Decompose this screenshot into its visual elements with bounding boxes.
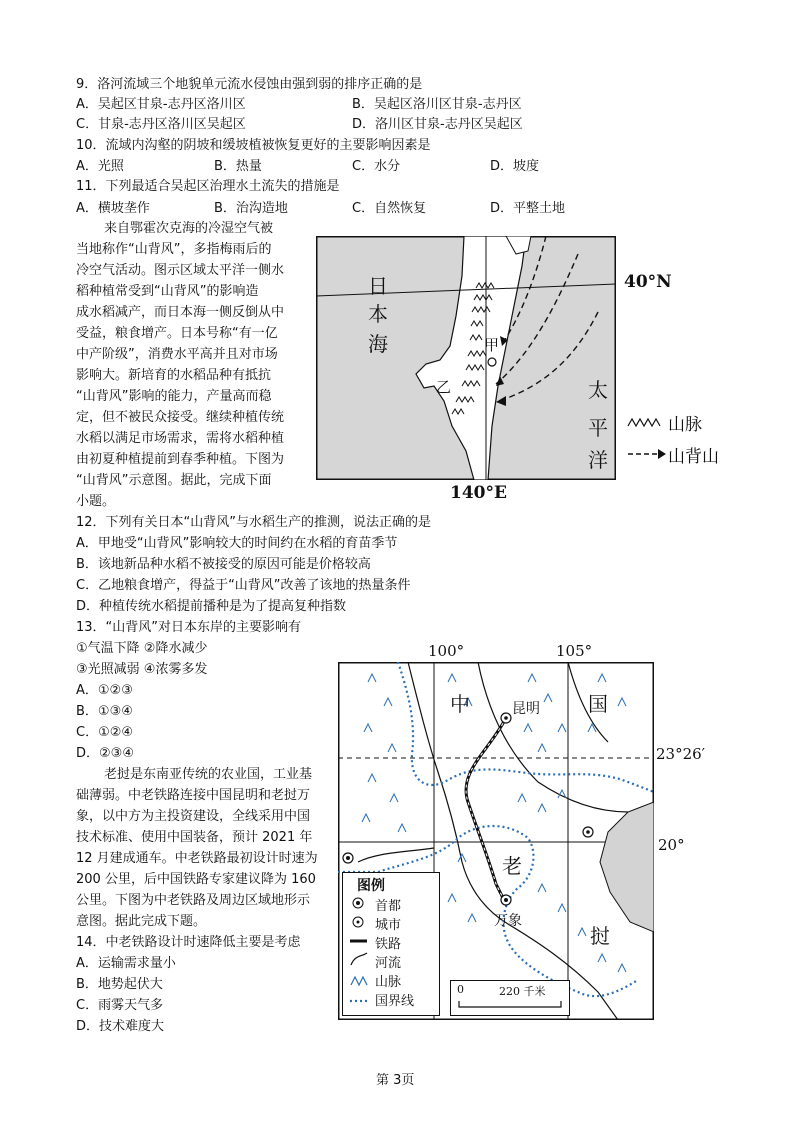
passage1-line: 水稻以满足市场需求，需将水稻种植 bbox=[76, 431, 285, 446]
laos-label-1: 老 bbox=[502, 854, 522, 878]
passage1-line: 成水稻减产，而日本海一侧反倒从中 bbox=[76, 305, 285, 320]
q10-option-c: C．水分 bbox=[352, 159, 401, 174]
q9-option-c: C．甘泉-志丹区洛川区吴起区 bbox=[76, 117, 246, 132]
china-label-2: 国 bbox=[588, 692, 608, 716]
kunming-label: 昆明 bbox=[512, 701, 540, 717]
japan-sea-char: 日 bbox=[368, 274, 388, 298]
wind-legend-icon bbox=[628, 448, 668, 460]
q12-stem: 12．下列有关日本“山背风”与水稻生产的推测，说法正确的是 bbox=[76, 515, 432, 530]
passage2-line: 意图。据此完成下题。 bbox=[76, 914, 207, 929]
q9-option-b: B．吴起区洛川区甘泉-志丹区 bbox=[352, 97, 522, 112]
passage1-line: 小题。 bbox=[76, 494, 116, 509]
legend-title: 图例 bbox=[357, 878, 385, 894]
pacific-ocean-char: 洋 bbox=[588, 448, 608, 472]
q11-option-c: C．自然恢复 bbox=[352, 201, 427, 216]
q9-stem: 9．洛河流域三个地貌单元流水侵蚀由强到弱的排序正确的是 bbox=[76, 77, 423, 92]
map1-legend-wind: 山背山 bbox=[668, 447, 719, 467]
q12-option-d: D．种植传统水稻提前播种是为了提高复种指数 bbox=[76, 599, 347, 614]
passage1-line: 来自鄂霍次克海的冷湿空气被 bbox=[104, 221, 274, 236]
passage1-line: “山背风”影响的能力，产量高而稳 bbox=[76, 389, 272, 404]
q13-option-d: D．②③④ bbox=[76, 746, 134, 761]
lon-140e-label: 140°E bbox=[450, 483, 507, 503]
q14-option-b: B．地势起伏大 bbox=[76, 977, 163, 992]
passage1-line: “山背风”示意图。据此，完成下面 bbox=[76, 473, 272, 488]
passage2-line: 200 公里，后中国铁路专家建议降为 160 bbox=[76, 872, 316, 887]
passage1-line: 受益，粮食增产。日本号称“有一亿 bbox=[76, 326, 278, 341]
passage1-line: 中产阶级”，消费水平高并且对市场 bbox=[76, 347, 278, 362]
q13-stem: 13．“山背风”对日本东岸的主要影响有 bbox=[76, 620, 302, 635]
mountain-legend-icon bbox=[626, 414, 666, 432]
legend-river: 河流 bbox=[375, 956, 402, 971]
page-number: 第 3页 bbox=[376, 1073, 415, 1088]
passage2-line: 公里。下图为中老铁路及周边区域地形示 bbox=[76, 893, 311, 908]
map2-legend bbox=[342, 872, 440, 1016]
legend-mountain: 山脉 bbox=[375, 975, 402, 990]
lat-20-label: 20° bbox=[658, 836, 685, 854]
point-jia-label: 甲 bbox=[484, 336, 500, 354]
japan-sea-char: 本 bbox=[368, 302, 388, 326]
passage1-line: 影响大。新培育的水稻品种有抵抗 bbox=[76, 368, 272, 383]
q9-option-d: D．洛川区甘泉-志丹区吴起区 bbox=[352, 117, 523, 132]
q14-stem: 14．中老铁路设计时速降低主要是考虑 bbox=[76, 935, 301, 950]
q12-option-c: C．乙地粮食增产，得益于“山背风”改善了该地的热量条件 bbox=[76, 578, 411, 593]
scale-zero: 0 bbox=[457, 983, 464, 996]
china-laos-map bbox=[338, 662, 654, 1020]
lon-100-label: 100° bbox=[428, 642, 465, 660]
shanbeifeng-map bbox=[316, 236, 616, 480]
vientiane-label: 万象 bbox=[494, 913, 522, 929]
q12-option-b: B．该地新品种水稻不被接受的原因可能是价格较高 bbox=[76, 557, 371, 572]
q14-option-d: D．技术难度大 bbox=[76, 1019, 165, 1034]
q11-stem: 11．下列最适合吴起区治理水土流失的措施是 bbox=[76, 179, 340, 194]
japan-sea-char: 海 bbox=[368, 332, 388, 356]
q13-choices-1: ①气温下降 ②降水减少 bbox=[76, 641, 208, 656]
scale-distance: 220 千米 bbox=[499, 985, 546, 998]
q13-option-b: B．①③④ bbox=[76, 704, 133, 719]
passage2-line: 技术标准、使用中国装备，预计 2021 年 bbox=[76, 830, 313, 845]
legend-rail: 铁路 bbox=[375, 937, 402, 952]
passage1-line: 稻种植常受到“山背风”的影响造 bbox=[76, 284, 259, 299]
q14-option-c: C．雨雾天气多 bbox=[76, 998, 164, 1013]
q10-stem: 10．流域内沟壑的阴坡和缓坡植被恢复更好的主要影响因素是 bbox=[76, 138, 431, 153]
passage1-line: 定，但不被民众接受。继续种植传统 bbox=[76, 410, 285, 425]
passage2-line: 础薄弱。中老铁路连接中国昆明和老挝万 bbox=[76, 788, 311, 803]
q13-option-c: C．①②④ bbox=[76, 725, 134, 740]
passage2-line: 象，以中方为主投资建设，全线采用中国 bbox=[76, 809, 311, 824]
passage2-line: 12 月建成通车。中老铁路最初设计时速为 bbox=[76, 851, 318, 866]
shanbeifeng-map-graphic bbox=[316, 236, 616, 480]
q14-option-a: A．运输需求量小 bbox=[76, 956, 176, 971]
legend-capital: 首都 bbox=[375, 899, 402, 914]
legend-border: 国界线 bbox=[375, 994, 415, 1009]
q13-choices-2: ③光照减弱 ④浓雾多发 bbox=[76, 662, 208, 677]
pacific-ocean-char: 平 bbox=[588, 416, 608, 440]
passage1-line: 冷空气活动。图示区域太平洋一侧水 bbox=[76, 263, 285, 278]
q13-option-a: A．①②③ bbox=[76, 683, 133, 698]
q10-option-a: A．光照 bbox=[76, 159, 124, 174]
q12-option-a: A．甲地受“山背风”影响较大的时间约在水稻的育苗季节 bbox=[76, 536, 398, 551]
q10-option-d: D．坡度 bbox=[490, 159, 540, 174]
map1-legend-mountain: 山脉 bbox=[668, 415, 702, 435]
scale-bar bbox=[450, 980, 570, 1016]
lon-105-label: 105° bbox=[556, 642, 593, 660]
passage1-line: 由初夏种植提前到春季种植。下图为 bbox=[76, 452, 285, 467]
pacific-ocean-char: 太 bbox=[588, 378, 608, 402]
china-label-1: 中 bbox=[450, 692, 470, 716]
q11-option-b: B．治沟造地 bbox=[214, 201, 288, 216]
lat-40n-label: 40°N bbox=[624, 272, 672, 292]
legend-city: 城市 bbox=[375, 918, 402, 933]
laos-label-2: 挝 bbox=[590, 924, 610, 948]
lat-tropic-label: 23°26′ bbox=[656, 745, 706, 763]
legend-icons bbox=[349, 895, 369, 1015]
passage1-line: 当地称作“山背风”，多指梅雨后的 bbox=[76, 242, 272, 257]
scale-line bbox=[455, 999, 565, 1011]
passage2-line: 老挝是东南亚传统的农业国，工业基 bbox=[104, 767, 313, 782]
q9-option-a: A．吴起区甘泉-志丹区洛川区 bbox=[76, 97, 246, 112]
q10-option-b: B．热量 bbox=[214, 159, 262, 174]
point-yi-label: 乙 bbox=[436, 378, 452, 396]
q11-option-d: D．平整土地 bbox=[490, 201, 566, 216]
q11-option-a: A．横坡垄作 bbox=[76, 201, 150, 216]
